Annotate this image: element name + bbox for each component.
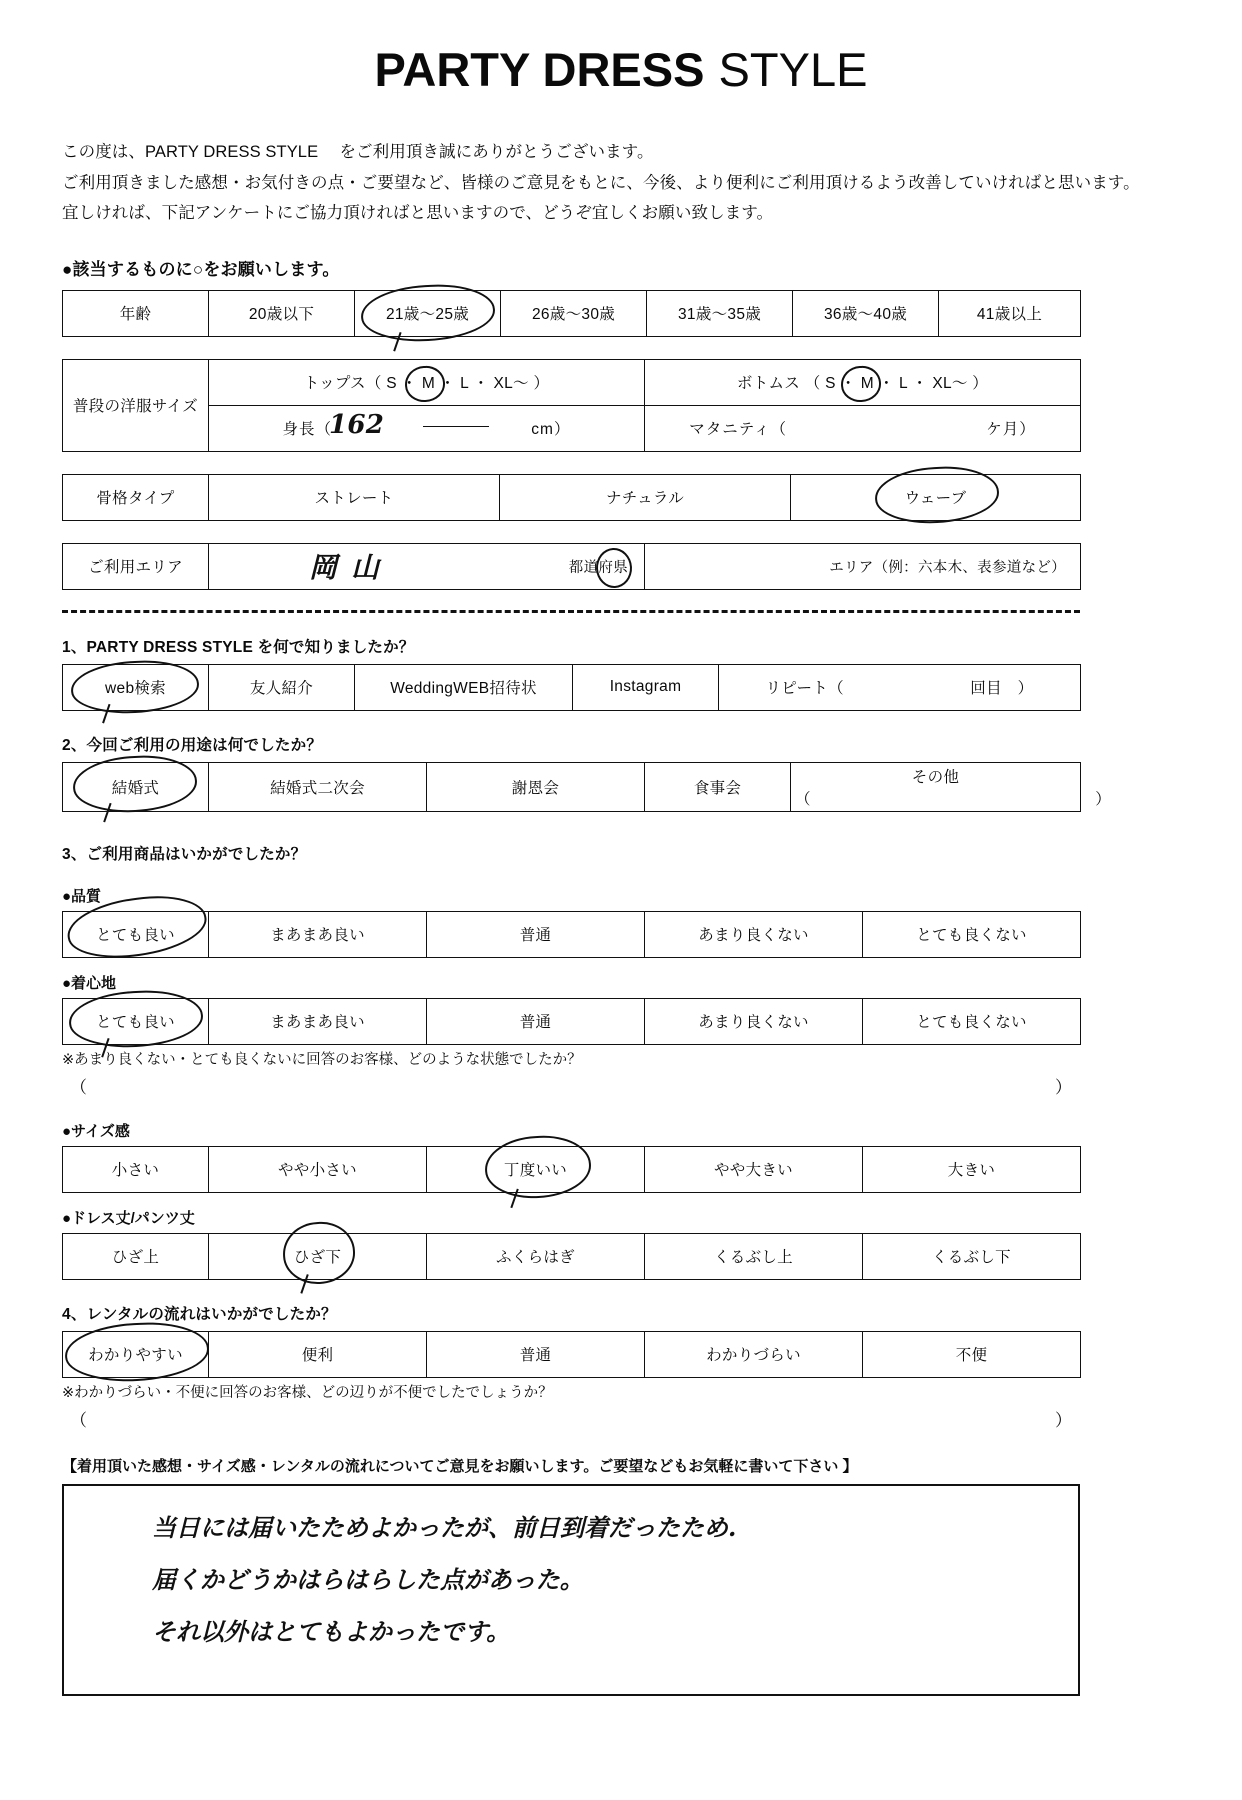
brand-light-text: STYLE: [718, 43, 868, 96]
q4-option-0[interactable]: [63, 1331, 209, 1377]
q2-option-3[interactable]: 食事会: [645, 762, 791, 811]
q3-quality-option-1[interactable]: まあまあ良い: [209, 911, 427, 957]
height-cell[interactable]: [209, 405, 645, 451]
intro-line-2: ご利用頂きました感想・お気付きの点・ご要望など、皆様のご意見をもとに、今後、より便利にご利用頂けるよう改善していければと思います。: [62, 173, 1140, 192]
q2-option-1[interactable]: 結婚式二次会: [209, 762, 427, 811]
q3-quality-option-0-label: とても良い: [95, 927, 175, 945]
maternity-unit: ケ月）: [986, 421, 1036, 439]
table-row: [63, 543, 1081, 589]
q2-table: [62, 762, 1112, 812]
page-title: [0, 43, 1242, 96]
q2-option-4[interactable]: その他（ ）: [791, 762, 1081, 811]
body-type-table: [62, 474, 1081, 521]
brand-bold-text: PARTY DRESS: [374, 43, 705, 96]
q1-table: [62, 664, 1081, 711]
q3-length-option-2[interactable]: ふくらはぎ: [427, 1233, 645, 1279]
q4-option-2[interactable]: 普通: [427, 1331, 645, 1377]
age-option-1-label: 21歳～25歳: [385, 306, 470, 324]
q1-option-2[interactable]: WeddingWEB招待状: [355, 664, 573, 710]
body-type-option-1[interactable]: ナチュラル: [500, 474, 791, 520]
instruction-text: ●該当するものに○をお願いします。: [62, 259, 340, 279]
height-handwritten-value: 162: [329, 409, 385, 440]
body-type-option-2-label: ウェーブ: [904, 490, 967, 508]
age-option-3[interactable]: 31歳～35歳: [647, 290, 793, 336]
prefecture-suffix: 都道府県: [568, 559, 628, 576]
q3-length-option-4[interactable]: くるぶし下: [863, 1233, 1081, 1279]
q1-option-0[interactable]: [63, 664, 209, 710]
q3-length-table: [62, 1233, 1081, 1280]
q3-quality-table: [62, 911, 1081, 958]
age-option-5[interactable]: 41歳以上: [939, 290, 1081, 336]
q3-comfort-option-0[interactable]: [63, 998, 209, 1044]
q3-quality-option-0[interactable]: [63, 911, 209, 957]
clothing-size-label: 普段の洋服サイズ: [63, 359, 209, 451]
q3-length-option-3[interactable]: くるぶし上: [645, 1233, 863, 1279]
q3-comfort-free-text[interactable]: [62, 1073, 1080, 1098]
intro-line-3: 宜しければ、下記アンケートにご協力頂ければと思いますので、どうぞ宜しくお願い致します。: [62, 204, 774, 223]
q3-comfort-option-1[interactable]: まあまあ良い: [209, 998, 427, 1044]
q3-size-option-3[interactable]: やや大きい: [645, 1146, 863, 1192]
tops-size-cell[interactable]: [209, 359, 645, 405]
q3-comfort-table: [62, 998, 1081, 1045]
area-table: [62, 543, 1081, 590]
q3-size-feel-table: [62, 1146, 1081, 1193]
q3-comfort-option-4[interactable]: とても良くない: [863, 998, 1081, 1044]
age-table: [62, 290, 1081, 337]
body-type-option-0[interactable]: ストレート: [209, 474, 500, 520]
q4-option-0-label: わかりやすい: [88, 1347, 183, 1365]
q3-comfort-option-3[interactable]: あまり良くない: [645, 998, 863, 1044]
q2-title: 2、今回ご利用の用途は何でしたか？: [62, 736, 323, 754]
height-guide-line: [423, 426, 489, 427]
clothing-size-table: [62, 359, 1081, 452]
q1-option-1[interactable]: 友人紹介: [209, 664, 355, 710]
age-option-2[interactable]: 26歳～30歳: [501, 290, 647, 336]
q3-quality-label: ●品質: [62, 887, 102, 905]
age-option-1[interactable]: [355, 290, 501, 336]
table-row: [63, 405, 1081, 451]
q3-comfort-option-2[interactable]: 普通: [427, 998, 645, 1044]
area-hint-cell[interactable]: [645, 543, 1081, 589]
q3-comfort-paren-open: （: [70, 1077, 87, 1097]
q3-size-option-2[interactable]: [427, 1146, 645, 1192]
q3-size-feel-label: ●サイズ感: [62, 1122, 130, 1140]
age-option-4[interactable]: 36歳～40歳: [793, 290, 939, 336]
q3-length-label: ●ドレス丈/パンツ丈: [62, 1209, 195, 1227]
q3-comfort-note: ※あまり良くない・とても良くないに回答のお客様、どのような状態でしたか？: [62, 1051, 582, 1068]
q4-table: [62, 1331, 1081, 1378]
q2-option-2[interactable]: 謝恩会: [427, 762, 645, 811]
table-row: [63, 664, 1081, 710]
intro-line-1: この度は、PARTY DRESS STYLE をご利用頂き誠にありがとうございます。: [62, 143, 654, 161]
table-row: [63, 359, 1081, 405]
q3-quality-option-4[interactable]: とても良くない: [863, 911, 1081, 957]
q3-length-option-0[interactable]: ひざ上: [63, 1233, 209, 1279]
q1-title: 1、PARTY DRESS STYLE を何で知りましたか？: [62, 638, 415, 656]
table-row: [63, 290, 1081, 336]
age-option-0[interactable]: 20歳以下: [209, 290, 355, 336]
comment-handwritten-line-2: 届くかどうかはらはらした点があった。: [152, 1564, 584, 1594]
q2-option-0[interactable]: [63, 762, 209, 811]
q3-size-option-0[interactable]: 小さい: [63, 1146, 209, 1192]
q4-note: ※わかりづらい・不便に回答のお客様、どの辺りが不便でしたでしょうか？: [62, 1384, 553, 1401]
age-label: 年齢: [63, 290, 209, 336]
q2-option-0-label: 結婚式: [111, 779, 160, 797]
area-label: ご利用エリア: [63, 543, 209, 589]
q4-option-1[interactable]: 便利: [209, 1331, 427, 1377]
survey-page: [0, 43, 1242, 1800]
q1-option-0-label: web検索: [105, 680, 166, 698]
bottoms-size-cell[interactable]: [645, 359, 1081, 405]
body-type-option-2[interactable]: [791, 474, 1081, 520]
table-row: [63, 1233, 1081, 1279]
table-row: [63, 474, 1081, 520]
q4-paren-open: （: [70, 1410, 87, 1430]
q3-comfort-option-0-label: とても良い: [95, 1014, 175, 1032]
comment-handwritten-line-1: 当日には届いたためよかったが、前日到着だったため.: [152, 1512, 737, 1542]
height-label: 身長（: [282, 421, 333, 439]
bottoms-size-label: ボトムス （ S ・ M ・ L ・ XL～ ）: [736, 375, 989, 393]
comment-handwritten-line-3: それ以外はとてもよかったです。: [152, 1616, 511, 1646]
tops-size-label: トップス（ S ・ M ・ L ・ XL～ ）: [303, 375, 550, 393]
prefecture-cell[interactable]: [209, 543, 645, 589]
height-unit: cm）: [531, 421, 571, 439]
table-row: [63, 911, 1081, 957]
q4-free-text[interactable]: [62, 1406, 1080, 1431]
maternity-cell[interactable]: [645, 405, 1081, 451]
q3-length-option-1[interactable]: [209, 1233, 427, 1279]
table-row: [63, 1331, 1081, 1377]
q4-option-3[interactable]: わかりづらい: [645, 1331, 863, 1377]
maternity-label: マタニティ（: [689, 421, 788, 439]
q3-quality-option-3[interactable]: あまり良くない: [645, 911, 863, 957]
prefecture-handwritten-value: 岡山: [309, 550, 394, 584]
body-type-label: 骨格タイプ: [63, 474, 209, 520]
q1-option-3[interactable]: Instagram: [573, 664, 719, 710]
q3-comfort-paren-close: ）: [1055, 1077, 1072, 1097]
q1-option-4[interactable]: リピート（ 回目 ）: [719, 664, 1081, 710]
q3-quality-option-2[interactable]: 普通: [427, 911, 645, 957]
table-row: [63, 762, 1081, 811]
comment-box[interactable]: [62, 1484, 1080, 1696]
intro-paragraph: [62, 137, 1242, 229]
q3-comfort-label: ●着心地: [62, 974, 117, 992]
q3-length-option-1-label: ひざ下: [293, 1249, 342, 1267]
q3-size-option-2-label: 丁度いい: [503, 1162, 568, 1180]
table-row: [63, 1146, 1081, 1192]
area-hint-text: エリア（例：六本木、表参道など）: [829, 559, 1066, 576]
q3-title: 3、ご利用商品はいかがでしたか？: [62, 845, 307, 863]
comment-section-title: 【着用頂いた感想・サイズ感・レンタルの流れについてご意見をお願いします。ご要望などもお気軽に書いて下さい 】: [62, 1457, 858, 1475]
q4-paren-close: ）: [1055, 1410, 1072, 1430]
table-row: [63, 998, 1081, 1044]
q4-option-4[interactable]: 不便: [863, 1331, 1081, 1377]
q3-size-option-4[interactable]: 大きい: [863, 1146, 1081, 1192]
q3-size-option-1[interactable]: やや小さい: [209, 1146, 427, 1192]
q4-title: 4、レンタルの流れはいかがでしたか？: [62, 1305, 337, 1323]
